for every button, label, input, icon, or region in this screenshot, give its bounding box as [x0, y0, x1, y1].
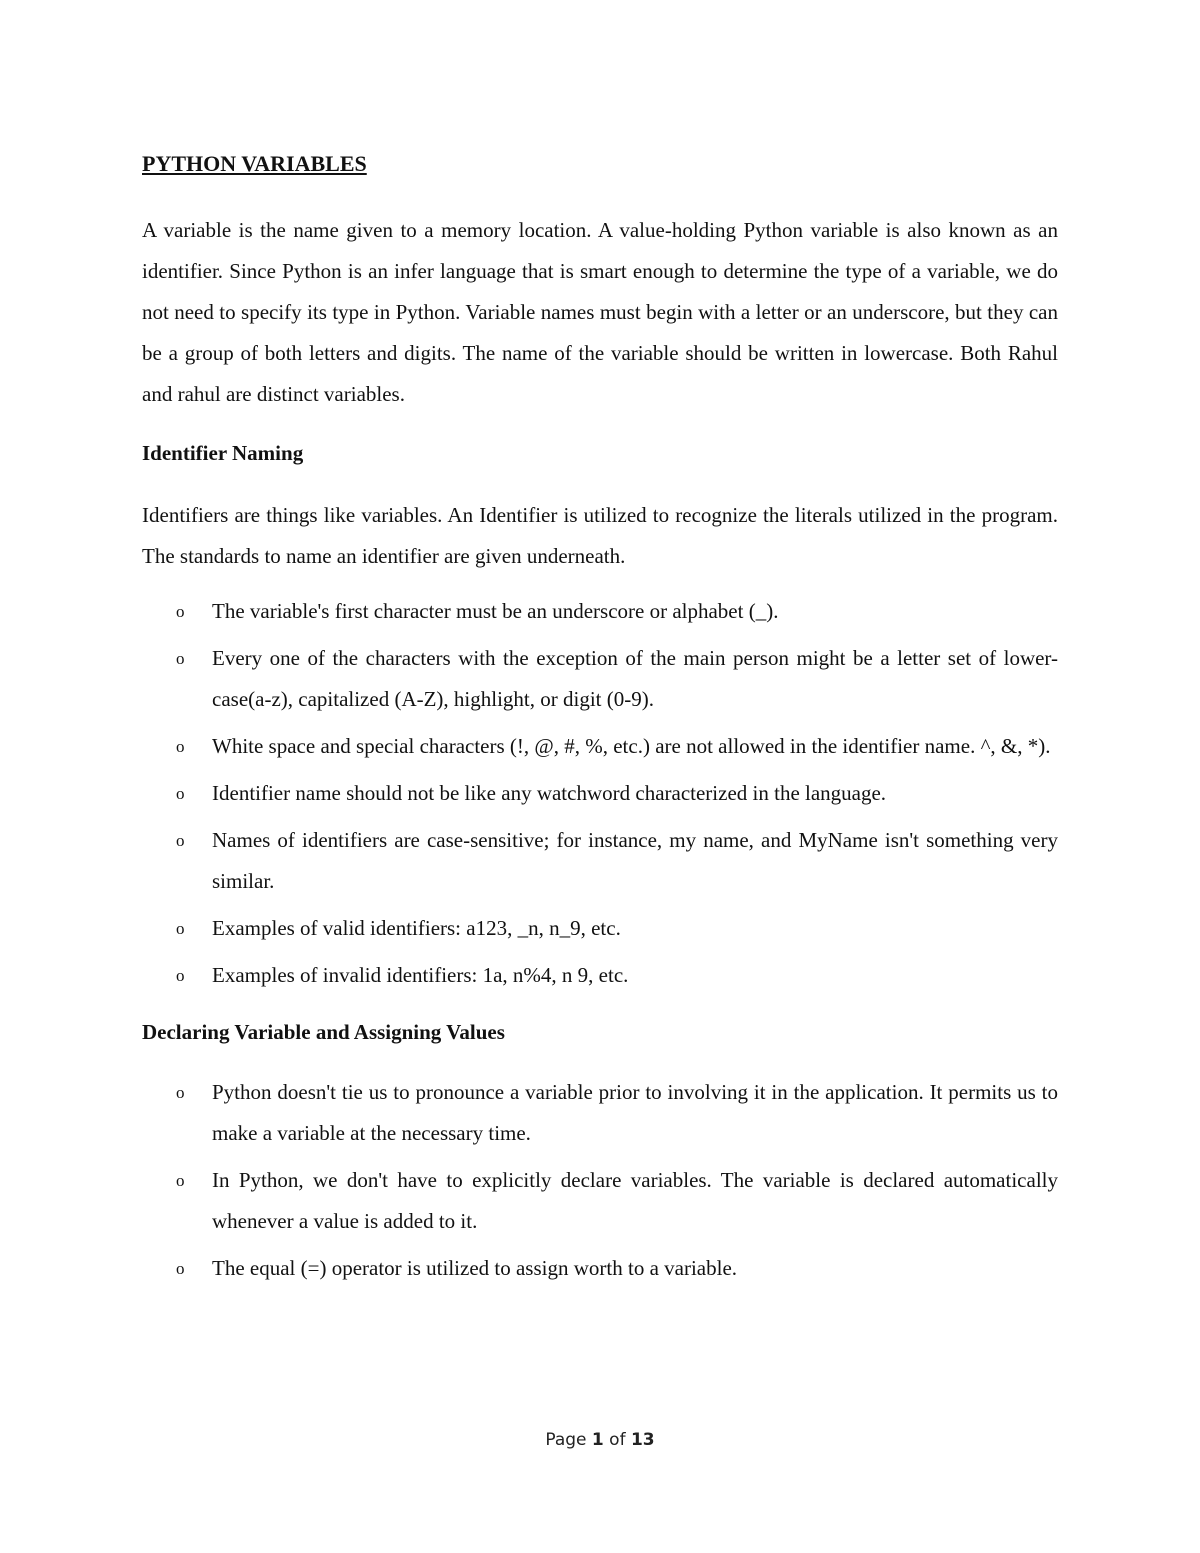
list-item-text: The equal (=) operator is utilized to assign worth to a variable.	[212, 1256, 738, 1280]
footer-total-pages: 13	[630, 1430, 655, 1450]
list-item	[142, 638, 1058, 720]
bullet-icon: o	[176, 737, 185, 756]
list-item-text: The variable's first character must be an underscore or alphabet (_).	[212, 599, 779, 623]
list-item-text: Python doesn't tie us to pronounce a variable prior to involving it in the application. It permits us to make a variable at the necessary time.	[212, 1080, 1058, 1145]
bullet-icon: o	[176, 649, 185, 668]
section-heading-identifier-naming: Identifier Naming	[142, 441, 304, 465]
list-item	[142, 1248, 1058, 1289]
list-item-text: Identifier name should not be like any watchword characterized in the language.	[212, 781, 887, 805]
footer-of-word: of	[609, 1430, 626, 1450]
footer-page-number: 1	[591, 1430, 604, 1450]
section-heading-declaring-variable: Declaring Variable and Assigning Values	[142, 1020, 505, 1044]
list-item	[142, 591, 1058, 632]
list-item-text: Names of identifiers are case-sensitive; for instance, my name, and MyName isn't something very similar.	[212, 828, 1058, 893]
declaring-variable-list	[142, 1072, 1058, 1289]
list-item	[142, 820, 1058, 902]
intro-paragraph: A variable is the name given to a memory location. A value-holding Python variable is also known as an identifier. Since Python is an infer language that is smart enough to determine the type of a variable, we do not need to specify its type in Python. Variable names must begin with a letter or an underscore, but they can be a group of both letters and digits. The name of the variable should be written in lowercase. Both Rahul and rahul are distinct variables.	[142, 218, 1058, 406]
bullet-icon: o	[176, 1259, 185, 1278]
bullet-icon: o	[176, 602, 185, 621]
list-item-text: In Python, we don't have to explicitly declare variables. The variable is declared automatically whenever a value is added to it.	[212, 1168, 1058, 1233]
list-item	[142, 955, 1058, 996]
page-content	[142, 150, 1058, 1295]
footer-page-word: Page	[545, 1430, 587, 1450]
list-item-text: Examples of valid identifiers: a123, _n, n_9, etc.	[212, 916, 621, 940]
list-item-text: Examples of invalid identifiers: 1a, n%4, n 9, etc.	[212, 963, 629, 987]
list-item	[142, 773, 1058, 814]
page-footer	[0, 1430, 1200, 1450]
bullet-icon: o	[176, 919, 185, 938]
bullet-icon: o	[176, 1171, 185, 1190]
list-item	[142, 1072, 1058, 1154]
identifier-naming-paragraph: Identifiers are things like variables. An Identifier is utilized to recognize the literals utilized in the program. The standards to name an identifier are given underneath.	[142, 503, 1058, 568]
list-item-text: White space and special characters (!, @, #, %, etc.) are not allowed in the identifier name. ^, &, *).	[212, 734, 1051, 758]
list-item	[142, 1160, 1058, 1242]
identifier-rules-list	[142, 591, 1058, 996]
page-title: PYTHON VARIABLES	[142, 151, 367, 176]
bullet-icon: o	[176, 831, 185, 850]
list-item	[142, 726, 1058, 767]
bullet-icon: o	[176, 784, 185, 803]
bullet-icon: o	[176, 1083, 185, 1102]
bullet-icon: o	[176, 966, 185, 985]
list-item-text: Every one of the characters with the exception of the main person might be a letter set of lower-case(a-z), capitalized (A-Z), highlight, or digit (0-9).	[212, 646, 1058, 711]
list-item	[142, 908, 1058, 949]
